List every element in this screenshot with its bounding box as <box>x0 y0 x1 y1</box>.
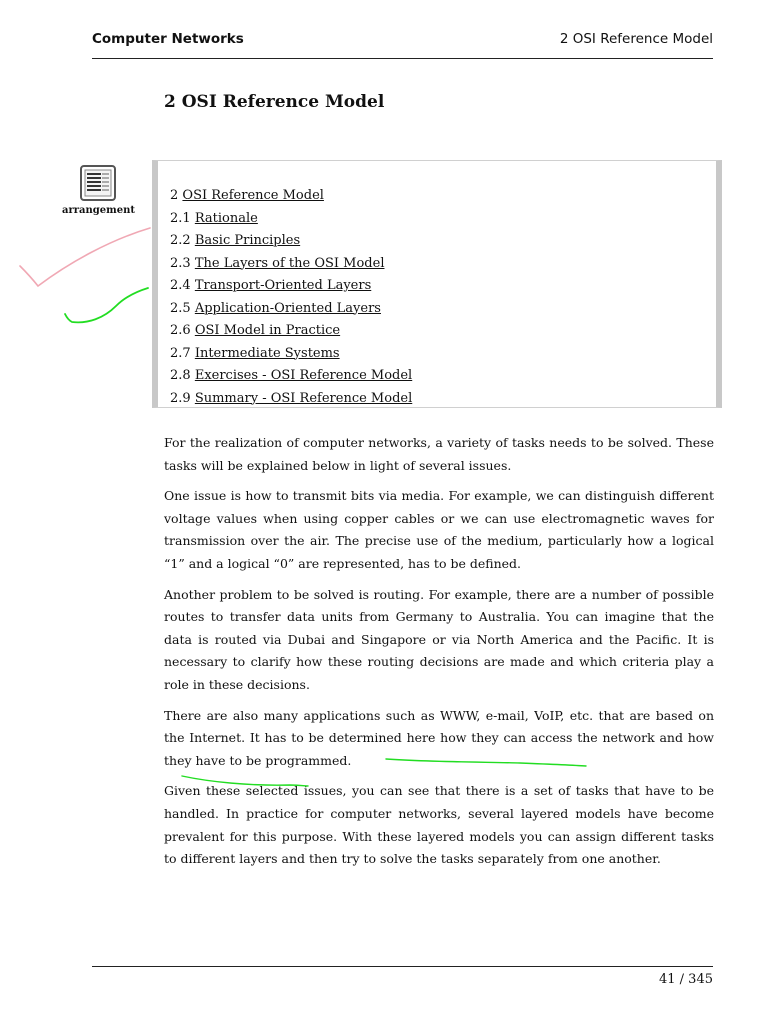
toc-link[interactable]: OSI Reference Model <box>182 188 324 203</box>
toc-number: 2.1 <box>170 210 191 226</box>
header-chapter-title: 2 OSI Reference Model <box>559 31 713 47</box>
toc-item <box>170 365 412 388</box>
toc-list <box>170 185 412 410</box>
toc-link[interactable]: Summary - OSI Reference Model <box>194 390 413 406</box>
paragraph: For the realization of computer networks, a variety of tasks needs to be solved. These tasks will be explained below in light of several issues. <box>164 435 714 473</box>
list-document-icon <box>80 165 116 201</box>
toc-item <box>170 343 412 366</box>
toc-number: 2 <box>170 188 179 203</box>
table-of-contents <box>152 160 722 408</box>
toc-number: 2.8 <box>170 368 191 383</box>
toc-item <box>170 320 412 343</box>
toc-link[interactable]: Application-Oriented Layers <box>194 300 381 316</box>
toc-number: 2.5 <box>170 300 191 316</box>
paragraph: Another problem to be solved is routing. For example, there are a number of possible routes to transfer data units from Germany to Australia. You can imagine that the data is routed via Dubai and Singapore or via North America and the Pacific. It is necessary to clarify how these routing decisions are made and which criteria play a role in these decisions. <box>164 586 714 692</box>
pink-pen-stroke <box>20 228 150 286</box>
toc-number: 2.4 <box>170 278 191 293</box>
header-book-title: Computer Networks <box>92 31 244 47</box>
toc-link[interactable]: Transport-Oriented Layers <box>194 278 372 293</box>
header-divider <box>92 58 713 59</box>
toc-link[interactable]: Basic Principles <box>194 233 301 248</box>
toc-link[interactable]: Intermediate Systems <box>194 345 340 361</box>
paragraph: One issue is how to transmit bits via media. For example, we can distinguish different voltage values when using copper cables or we can use electromagnetic waves for transmission over the air. The precise use of the medium, particularly how a logical “1” and a logical “0” are represented, has to be defined. <box>164 488 714 571</box>
toc-number: 2.9 <box>170 390 191 406</box>
toc-item <box>170 388 412 411</box>
toc-link[interactable]: Exercises - OSI Reference Model <box>194 368 413 383</box>
toc-item <box>170 185 412 208</box>
toc-item <box>170 275 412 298</box>
footer-divider <box>92 966 713 967</box>
toc-number: 2.3 <box>170 255 191 271</box>
green-pen-stroke <box>65 288 148 322</box>
toc-item <box>170 230 412 253</box>
paragraph: Given these selected issues, you can see that there is a set of tasks that have to be handled. In practice for computer networks, several layered models have become prevalent for this purpose. With these layered models you can assign different tasks to different layers and then try to solve the tasks separately from one another. <box>164 783 714 867</box>
toc-link[interactable]: The Layers of the OSI Model <box>194 255 385 271</box>
body-text <box>164 432 714 879</box>
page-number: 41 / 345 <box>659 972 713 987</box>
sidebar-label: arrangement <box>62 205 135 216</box>
toc-item <box>170 253 412 276</box>
toc-link[interactable]: OSI Model in Practice <box>194 323 341 338</box>
paragraph: There are also many applications such as WWW, e-mail, VoIP, etc. that are based on the Internet. It has to be determined here how they can access the network and how they have to be programmed. <box>164 707 714 768</box>
page-header <box>92 31 713 53</box>
toc-number: 2.7 <box>170 345 191 361</box>
toc-item <box>170 208 412 231</box>
toc-link[interactable]: Rationale <box>194 210 258 226</box>
toc-item <box>170 298 412 321</box>
chapter-title: 2 OSI Reference Model <box>164 92 385 112</box>
toc-number: 2.2 <box>170 233 191 248</box>
toc-number: 2.6 <box>170 323 191 338</box>
